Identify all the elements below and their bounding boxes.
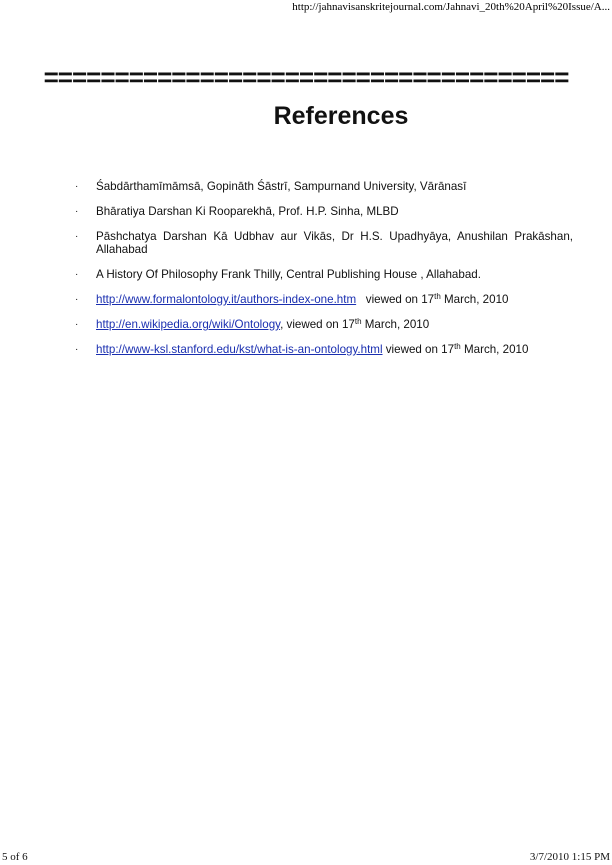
reference-item	[73, 180, 573, 193]
bullet-icon: ·	[75, 231, 79, 242]
reference-item	[73, 318, 573, 331]
reference-link[interactable]: http://www.formalontology.it/authors-index-one.htm	[96, 293, 357, 306]
ordinal-suffix: th	[354, 317, 362, 326]
reference-item	[73, 205, 573, 218]
page-number: 5 of 6	[2, 851, 28, 863]
reference-item	[73, 293, 573, 306]
reference-viewed-text: , viewed on 17	[280, 318, 355, 331]
reference-text: Pāshchatya Darshan Kā Udbhav aur Vikās, Dr H.S. Upadhyāya, Anushilan Prakāshan, Allahabad	[96, 230, 573, 256]
bullet-icon: ·	[75, 344, 79, 355]
reference-list	[73, 180, 573, 368]
ordinal-suffix: th	[434, 292, 441, 301]
bullet-icon: ·	[75, 269, 79, 280]
bullet-icon: ·	[75, 319, 79, 330]
ordinal-suffix: th	[454, 342, 461, 351]
bullet-icon: ·	[75, 181, 79, 192]
reference-item	[73, 268, 573, 281]
print-header-url: http://jahnavisanskritejournal.com/Jahnavi_20th%20April%20Issue/A...	[292, 1, 610, 13]
reference-item	[73, 343, 573, 356]
bullet-icon: ·	[75, 294, 79, 305]
reference-link[interactable]: http://www-ksl.stanford.edu/kst/what-is-an-ontology.html	[96, 343, 383, 356]
page-title: References	[273, 102, 409, 130]
reference-date-text: March, 2010	[460, 343, 529, 356]
reference-text: Bhāratiya Darshan Ki Rooparekhā, Prof. H.P. Sinha, MLBD	[96, 205, 399, 218]
reference-link[interactable]: http://en.wikipedia.org/wiki/Ontology	[96, 318, 281, 331]
reference-date-text: March, 2010	[361, 318, 430, 331]
bullet-icon: ·	[75, 206, 79, 217]
reference-text: A History Of Philosophy Frank Thilly, Central Publishing House , Allahabad.	[96, 268, 481, 281]
print-timestamp: 3/7/2010 1:15 PM	[529, 851, 610, 863]
reference-item	[73, 230, 573, 256]
separator-line: =====================================	[43, 64, 569, 90]
reference-viewed-text: viewed on 17	[356, 293, 435, 306]
reference-text: Śabdārthamīmāmsā, Gopināth Śāstrī, Sampurnand University, Vārānasī	[96, 180, 467, 193]
reference-date-text: March, 2010	[440, 293, 509, 306]
reference-viewed-text: viewed on 17	[382, 343, 455, 356]
